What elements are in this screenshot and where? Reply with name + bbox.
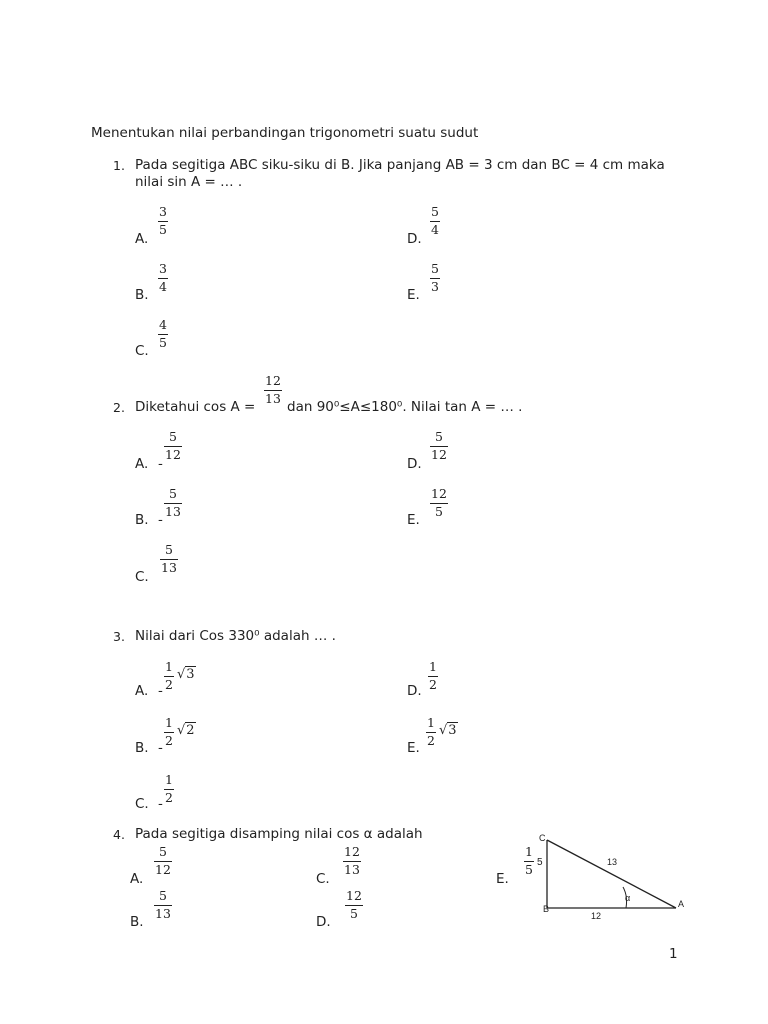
q2-option-e-label[interactable]: E. <box>407 512 420 528</box>
q1-option-b-label[interactable]: B. <box>135 287 149 303</box>
q4-option-a-fraction <box>154 845 172 877</box>
radicand: 3 <box>186 667 195 682</box>
q3-option-b-label[interactable]: B. <box>135 740 149 756</box>
side-ca-label: 13 <box>607 857 618 867</box>
q3-option-c-fraction <box>164 773 174 805</box>
q1-text-line2: nilai sin A = … . <box>135 174 243 190</box>
q2-text-post: dan 90⁰≤A≤180⁰. Nilai tan A = … . <box>287 399 523 415</box>
q4-option-e-label[interactable]: E. <box>496 871 509 887</box>
denominator: 13 <box>344 862 360 877</box>
page-number: 1 <box>669 946 678 962</box>
q3-option-c-label[interactable]: C. <box>135 796 149 812</box>
numerator: 1 <box>525 844 533 859</box>
vertex-b-label: B <box>543 904 550 914</box>
q2-number: 2. <box>113 400 125 415</box>
q4-option-b-fraction <box>154 889 172 921</box>
q2-option-a-label[interactable]: A. <box>135 456 149 472</box>
denominator: 13 <box>265 391 281 406</box>
q1-option-b-fraction <box>158 262 168 294</box>
q2-option-d-label[interactable]: D. <box>407 456 422 472</box>
q3-option-b-sqrt: √2 <box>177 723 195 738</box>
numerator: 5 <box>431 204 439 219</box>
numerator: 5 <box>158 844 167 859</box>
numerator: 3 <box>159 204 167 219</box>
numerator: 12 <box>431 486 447 501</box>
denominator: 2 <box>165 677 173 692</box>
numerator: 12 <box>265 373 281 388</box>
q3-option-a-sqrt: √3 <box>177 667 195 682</box>
q2-option-e-fraction <box>430 487 448 519</box>
denominator: 12 <box>431 447 447 462</box>
denominator: 13 <box>155 906 171 921</box>
denominator: 2 <box>165 790 173 805</box>
q3-option-a-sign: - <box>158 683 163 699</box>
q1-option-d-label[interactable]: D. <box>407 231 422 247</box>
denominator: 5 <box>159 335 167 350</box>
side-ba-label: 12 <box>591 911 602 921</box>
q3-option-e-fraction <box>426 716 436 748</box>
denominator: 2 <box>429 677 437 692</box>
numerator: 5 <box>168 429 177 444</box>
side-ca <box>547 840 676 908</box>
denominator: 3 <box>431 279 439 294</box>
q2-option-b-label[interactable]: B. <box>135 512 149 528</box>
q1-option-c-label[interactable]: C. <box>135 343 149 359</box>
denominator: 4 <box>431 222 439 237</box>
numerator: 5 <box>434 429 443 444</box>
numerator: 4 <box>159 317 167 332</box>
numerator: 5 <box>168 486 177 501</box>
denominator: 2 <box>165 733 173 748</box>
numerator: 5 <box>431 261 439 276</box>
q4-text: Pada segitiga disamping nilai cos α adalah <box>135 826 423 842</box>
q3-option-d-fraction <box>428 660 438 692</box>
q2-option-c-label[interactable]: C. <box>135 569 149 585</box>
numerator: 5 <box>158 888 167 903</box>
numerator: 5 <box>164 542 173 557</box>
q2-option-a-sign: - <box>158 456 163 472</box>
q3-number: 3. <box>113 629 125 644</box>
side-bc-label: 5 <box>537 857 543 868</box>
numerator: 1 <box>165 659 173 674</box>
denominator: 5 <box>349 906 358 921</box>
denominator: 13 <box>165 504 181 519</box>
vertex-c-label: C <box>539 833 546 843</box>
numerator: 3 <box>159 261 167 276</box>
numerator: 1 <box>427 715 435 730</box>
q2-option-b-fraction <box>164 487 182 519</box>
q1-option-d-fraction <box>430 205 440 237</box>
q1-option-e-label[interactable]: E. <box>407 287 420 303</box>
q2-option-d-fraction <box>430 430 448 462</box>
q4-option-d-fraction <box>345 889 363 921</box>
q2-option-b-sign: - <box>158 512 163 528</box>
denominator: 5 <box>434 504 443 519</box>
q4-option-c-label[interactable]: C. <box>316 871 330 887</box>
q4-number: 4. <box>113 827 125 842</box>
q4-option-b-label[interactable]: B. <box>130 914 144 930</box>
numerator: 1 <box>165 772 173 787</box>
q1-option-e-fraction <box>430 262 440 294</box>
q4-option-d-label[interactable]: D. <box>316 914 331 930</box>
q1-number: 1. <box>113 158 125 173</box>
denominator: 2 <box>427 733 435 748</box>
vertex-a-label: A <box>678 899 685 909</box>
numerator: 1 <box>165 715 173 730</box>
q3-text: Nilai dari Cos 330⁰ adalah … . <box>135 628 336 644</box>
q2-text-pre: Diketahui cos A = <box>135 399 256 415</box>
denominator: 13 <box>161 560 177 575</box>
q3-option-c-sign: - <box>158 796 163 812</box>
q3-option-a-label[interactable]: A. <box>135 683 149 699</box>
q1-option-a-label[interactable]: A. <box>135 231 149 247</box>
angle-alpha-label: α <box>625 893 631 903</box>
q1-option-c-fraction <box>158 318 168 350</box>
q3-option-b-fraction <box>164 716 174 748</box>
triangle-diagram <box>530 830 690 930</box>
radicand: 2 <box>186 723 195 738</box>
q3-option-e-label[interactable]: E. <box>407 740 420 756</box>
denominator: 4 <box>159 279 167 294</box>
q2-option-a-fraction <box>164 430 182 462</box>
q2-option-c-fraction <box>160 543 178 575</box>
denominator: 5 <box>159 222 167 237</box>
denominator: 12 <box>165 447 181 462</box>
q3-option-a-fraction <box>164 660 174 692</box>
denominator: 12 <box>155 862 171 877</box>
numerator: 12 <box>344 844 360 859</box>
q3-option-b-sign: - <box>158 740 163 756</box>
q4-option-c-fraction <box>343 845 361 877</box>
page-heading: Menentukan nilai perbandingan trigonometri suatu sudut <box>91 125 479 141</box>
q1-text-line1: Pada segitiga ABC siku-siku di B. Jika panjang AB = 3 cm dan BC = 4 cm maka <box>135 157 665 173</box>
q3-option-d-label[interactable]: D. <box>407 683 422 699</box>
q1-option-a-fraction <box>158 205 168 237</box>
numerator: 1 <box>429 659 437 674</box>
q4-option-a-label[interactable]: A. <box>130 871 144 887</box>
numerator: 12 <box>346 888 362 903</box>
radicand: 3 <box>448 723 457 738</box>
denominator: 5 <box>525 862 533 877</box>
q3-option-e-sqrt: √3 <box>439 723 457 738</box>
q2-cos-fraction <box>264 374 282 406</box>
